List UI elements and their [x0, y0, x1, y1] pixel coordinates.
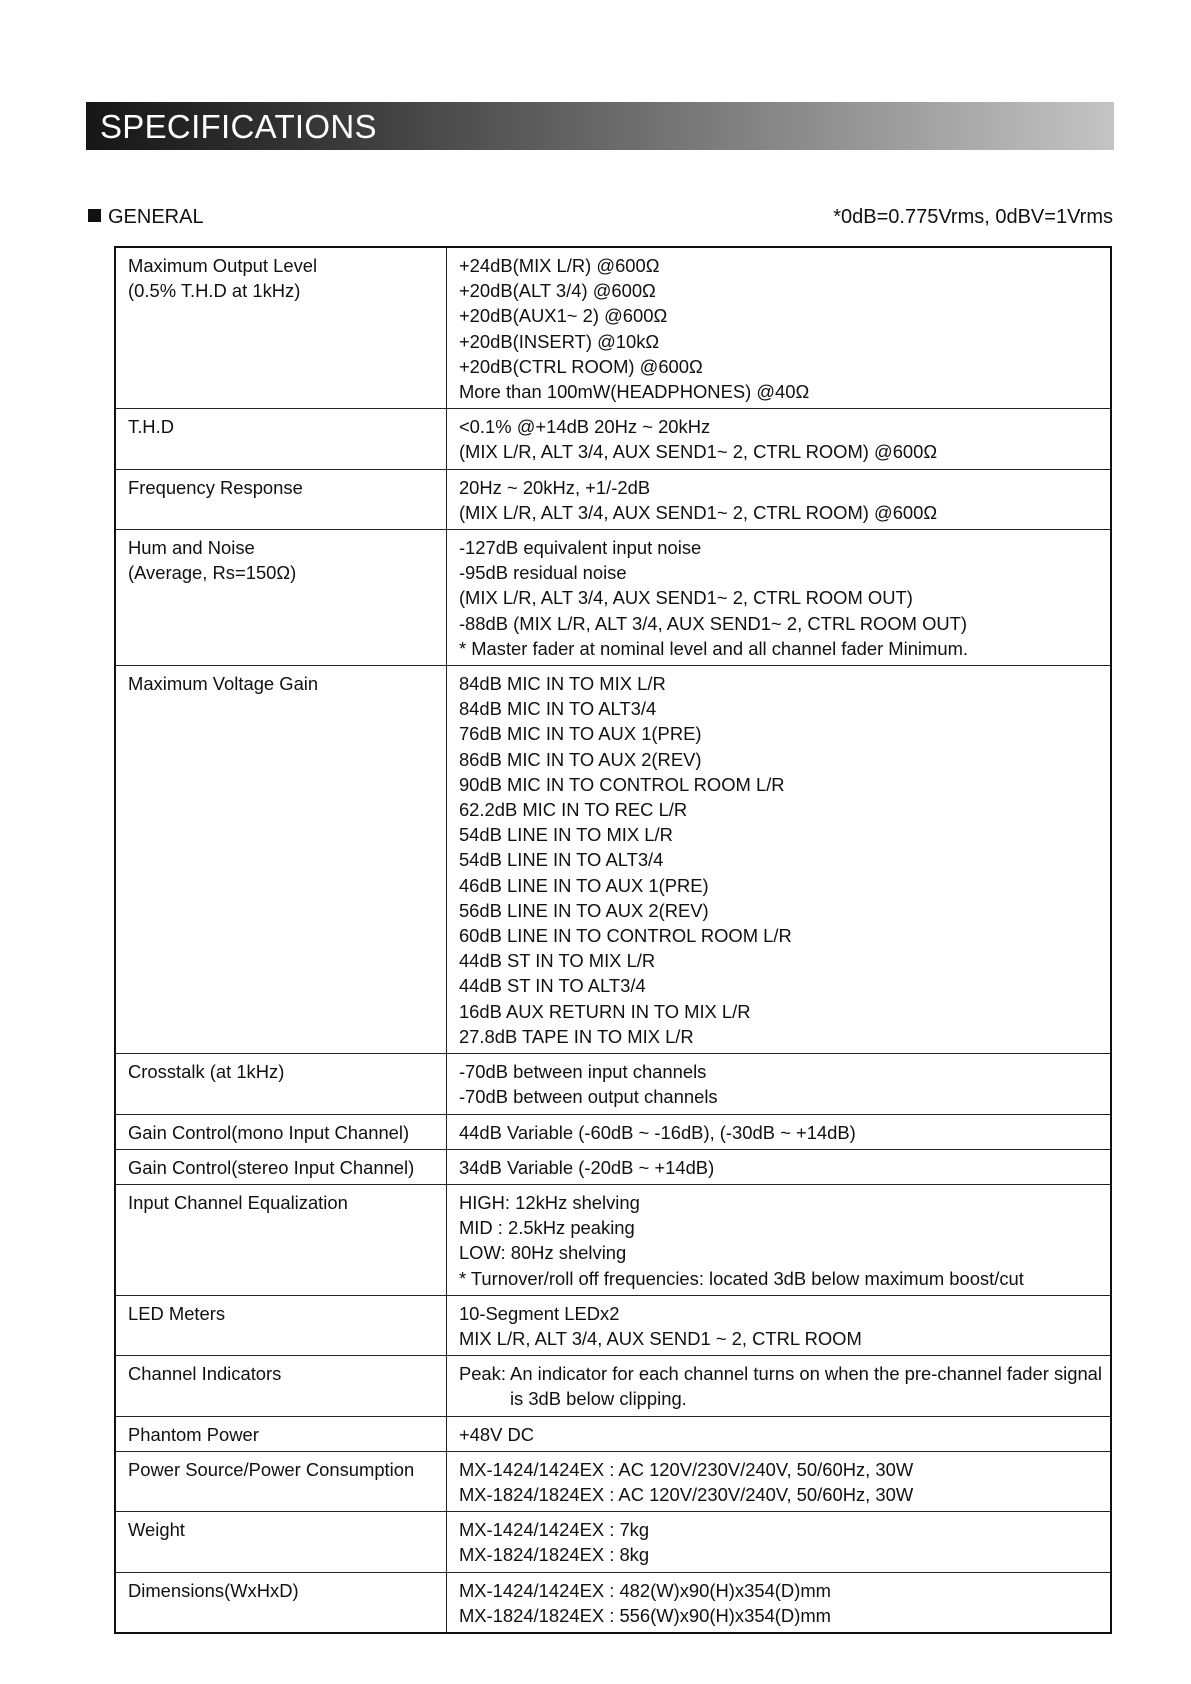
spec-value-line: 56dB LINE IN TO AUX 2(REV)	[458, 899, 709, 921]
spec-value-line: 62.2dB MIC IN TO REC L/R	[458, 799, 688, 821]
spec-value-line: 44dB ST IN TO MIX L/R	[458, 950, 656, 972]
spec-row	[115, 666, 1111, 1054]
spec-label-line: (Average, Rs=150Ω)	[128, 562, 297, 584]
spec-label-line: Channel Indicators	[128, 1363, 282, 1385]
spec-label-cell	[115, 1356, 446, 1416]
spec-value-cell	[446, 1184, 1111, 1295]
spec-value-line: MID : 2.5kHz peaking	[458, 1217, 635, 1239]
spec-row	[115, 1054, 1111, 1114]
spec-label-line: Phantom Power	[128, 1423, 259, 1445]
section-heading	[88, 206, 204, 229]
spec-row	[115, 469, 1111, 529]
spec-value-line: * Master fader at nominal level and all channel fader Minimum.	[458, 637, 968, 659]
spec-value-cell	[446, 1149, 1111, 1184]
spec-value-line: MX-1824/1824EX : 8kg	[458, 1544, 650, 1566]
spec-value-line: +24dB(MIX L/R) @600Ω	[458, 255, 660, 276]
spec-label-line: (0.5% T.H.D at 1kHz)	[128, 280, 301, 302]
spec-value-line: 54dB LINE IN TO MIX L/R	[458, 824, 673, 846]
spec-label-cell	[115, 1416, 446, 1451]
spec-value-line: +20dB(ALT 3/4) @600Ω	[458, 280, 656, 302]
spec-label-line: Gain Control(mono Input Channel)	[128, 1121, 410, 1143]
spec-value-line: 86dB MIC IN TO AUX 2(REV)	[458, 748, 702, 770]
spec-label-line: Maximum Voltage Gain	[128, 673, 319, 695]
spec-value-line: 27.8dB TAPE IN TO MIX L/R	[458, 1025, 694, 1047]
spec-value-line: More than 100mW(HEADPHONES) @40Ω	[458, 381, 810, 403]
spec-value-line: MX-1424/1424EX : 7kg	[458, 1519, 650, 1541]
spec-label-line: Maximum Output Level	[128, 255, 318, 276]
spec-label-cell	[115, 469, 446, 529]
page-title: SPECIFICATIONS	[100, 108, 377, 145]
spec-value-line: +20dB(AUX1~ 2) @600Ω	[458, 305, 668, 327]
spec-value-line: -70dB between input channels	[458, 1061, 707, 1083]
spec-label-line: Crosstalk (at 1kHz)	[128, 1061, 285, 1083]
spec-value-line: 90dB MIC IN TO CONTROL ROOM L/R	[458, 773, 785, 795]
spec-value-line: MX-1424/1424EX : 482(W)x90(H)x354(D)mm	[458, 1579, 831, 1601]
spec-value-line: MIX L/R, ALT 3/4, AUX SEND1 ~ 2, CTRL ROOM	[458, 1327, 862, 1349]
spec-row	[115, 1451, 1111, 1511]
spec-row	[115, 247, 1111, 409]
specifications-banner	[86, 102, 1114, 150]
spec-value-line: * Turnover/roll off frequencies: located 3dB below maximum boost/cut	[458, 1267, 1024, 1289]
spec-value-line: Peak: An indicator for each channel turns on when the pre-channel fader signal	[458, 1363, 1102, 1385]
spec-label-cell	[115, 1149, 446, 1184]
spec-value-line: MX-1424/1424EX : AC 120V/230V/240V, 50/60Hz, 30W	[458, 1458, 914, 1480]
spec-value-cell	[446, 1356, 1111, 1416]
spec-value-line: 60dB LINE IN TO CONTROL ROOM L/R	[458, 925, 792, 947]
spec-row	[115, 1572, 1111, 1633]
spec-value-line: <0.1% @+14dB 20Hz ~ 20kHz	[458, 416, 711, 438]
spec-row	[115, 1184, 1111, 1295]
spec-value-line: 20Hz ~ 20kHz, +1/-2dB	[458, 476, 651, 498]
spec-row	[115, 1512, 1111, 1572]
spec-value-line: 34dB Variable (-20dB ~ +14dB)	[458, 1156, 715, 1178]
spec-value-line: 16dB AUX RETURN IN TO MIX L/R	[458, 1000, 751, 1022]
spec-label-cell	[115, 1572, 446, 1633]
spec-value-line: LOW: 80Hz shelving	[458, 1242, 627, 1264]
spec-table	[114, 246, 1112, 1634]
spec-label-line: Weight	[128, 1519, 185, 1541]
spec-value-line: (MIX L/R, ALT 3/4, AUX SEND1~ 2, CTRL ROOM OUT)	[458, 587, 913, 609]
spec-label-cell	[115, 1451, 446, 1511]
spec-value-line: -127dB equivalent input noise	[458, 537, 702, 559]
spec-value-line: 46dB LINE IN TO AUX 1(PRE)	[458, 874, 709, 896]
spec-label-line: LED Meters	[128, 1302, 226, 1324]
spec-label-line: Hum and Noise	[128, 537, 255, 559]
spec-label-cell	[115, 1512, 446, 1572]
reference-note: *0dB=0.775Vrms, 0dBV=1Vrms	[833, 206, 1113, 228]
spec-value-line: (MIX L/R, ALT 3/4, AUX SEND1~ 2, CTRL ROOM) @600Ω	[458, 441, 938, 463]
spec-row	[115, 1416, 1111, 1451]
spec-value-cell	[446, 247, 1111, 409]
spec-value-line: -70dB between output channels	[458, 1086, 718, 1108]
spec-row	[115, 530, 1111, 666]
spec-value-line: -88dB (MIX L/R, ALT 3/4, AUX SEND1~ 2, CTRL ROOM OUT)	[458, 612, 968, 634]
spec-value-line: MX-1824/1824EX : AC 120V/230V/240V, 50/60Hz, 30W	[458, 1483, 914, 1505]
spec-value-line: is 3dB below clipping.	[509, 1388, 687, 1410]
spec-label-cell	[115, 1114, 446, 1149]
spec-label-line: Power Source/Power Consumption	[128, 1458, 415, 1480]
spec-label-cell	[115, 247, 446, 409]
spec-label-line: T.H.D	[128, 416, 174, 438]
spec-value-cell	[446, 409, 1111, 469]
spec-value-cell	[446, 1054, 1111, 1114]
black-square-icon	[88, 209, 101, 222]
spec-row	[115, 1356, 1111, 1416]
spec-value-line: HIGH: 12kHz shelving	[458, 1191, 640, 1213]
spec-value-cell	[446, 1416, 1111, 1451]
spec-label-cell	[115, 1184, 446, 1295]
spec-label-cell	[115, 530, 446, 666]
spec-value-cell	[446, 1295, 1111, 1355]
spec-label-cell	[115, 1295, 446, 1355]
spec-label-cell	[115, 409, 446, 469]
spec-value-line: 54dB LINE IN TO ALT3/4	[458, 849, 664, 871]
spec-value-cell	[446, 1512, 1111, 1572]
spec-value-line: 84dB MIC IN TO MIX L/R	[458, 673, 666, 695]
spec-value-line: (MIX L/R, ALT 3/4, AUX SEND1~ 2, CTRL ROOM) @600Ω	[458, 501, 938, 523]
spec-label-cell	[115, 666, 446, 1054]
spec-value-line: +20dB(CTRL ROOM) @600Ω	[458, 355, 703, 377]
spec-row	[115, 1114, 1111, 1149]
spec-value-line: 44dB Variable (-60dB ~ -16dB), (-30dB ~ +14dB)	[458, 1121, 856, 1143]
spec-table-body	[115, 247, 1111, 1633]
spec-value-line: 84dB MIC IN TO ALT3/4	[458, 698, 657, 720]
spec-row	[115, 1149, 1111, 1184]
spec-value-line: +48V DC	[458, 1423, 535, 1445]
spec-value-cell	[446, 469, 1111, 529]
spec-row	[115, 1295, 1111, 1355]
spec-value-cell	[446, 530, 1111, 666]
spec-value-line: +20dB(INSERT) @10kΩ	[458, 330, 660, 352]
spec-value-line: 10-Segment LEDx2	[458, 1302, 620, 1324]
spec-row	[115, 409, 1111, 469]
spec-value-line: MX-1824/1824EX : 556(W)x90(H)x354(D)mm	[458, 1604, 831, 1626]
spec-label-line: Dimensions(WxHxD)	[128, 1579, 299, 1601]
spec-value-cell	[446, 1114, 1111, 1149]
spec-label-line: Gain Control(stereo Input Channel)	[128, 1156, 415, 1178]
spec-label-cell	[115, 1054, 446, 1114]
spec-value-line: -95dB residual noise	[458, 562, 627, 584]
spec-value-cell	[446, 666, 1111, 1054]
spec-value-cell	[446, 1572, 1111, 1633]
spec-value-line: 44dB ST IN TO ALT3/4	[458, 975, 646, 997]
section-title: GENERAL	[108, 206, 204, 228]
spec-value-cell	[446, 1451, 1111, 1511]
spec-value-line: 76dB MIC IN TO AUX 1(PRE)	[458, 723, 702, 745]
spec-label-line: Frequency Response	[128, 476, 303, 498]
spec-label-line: Input Channel Equalization	[128, 1191, 348, 1213]
